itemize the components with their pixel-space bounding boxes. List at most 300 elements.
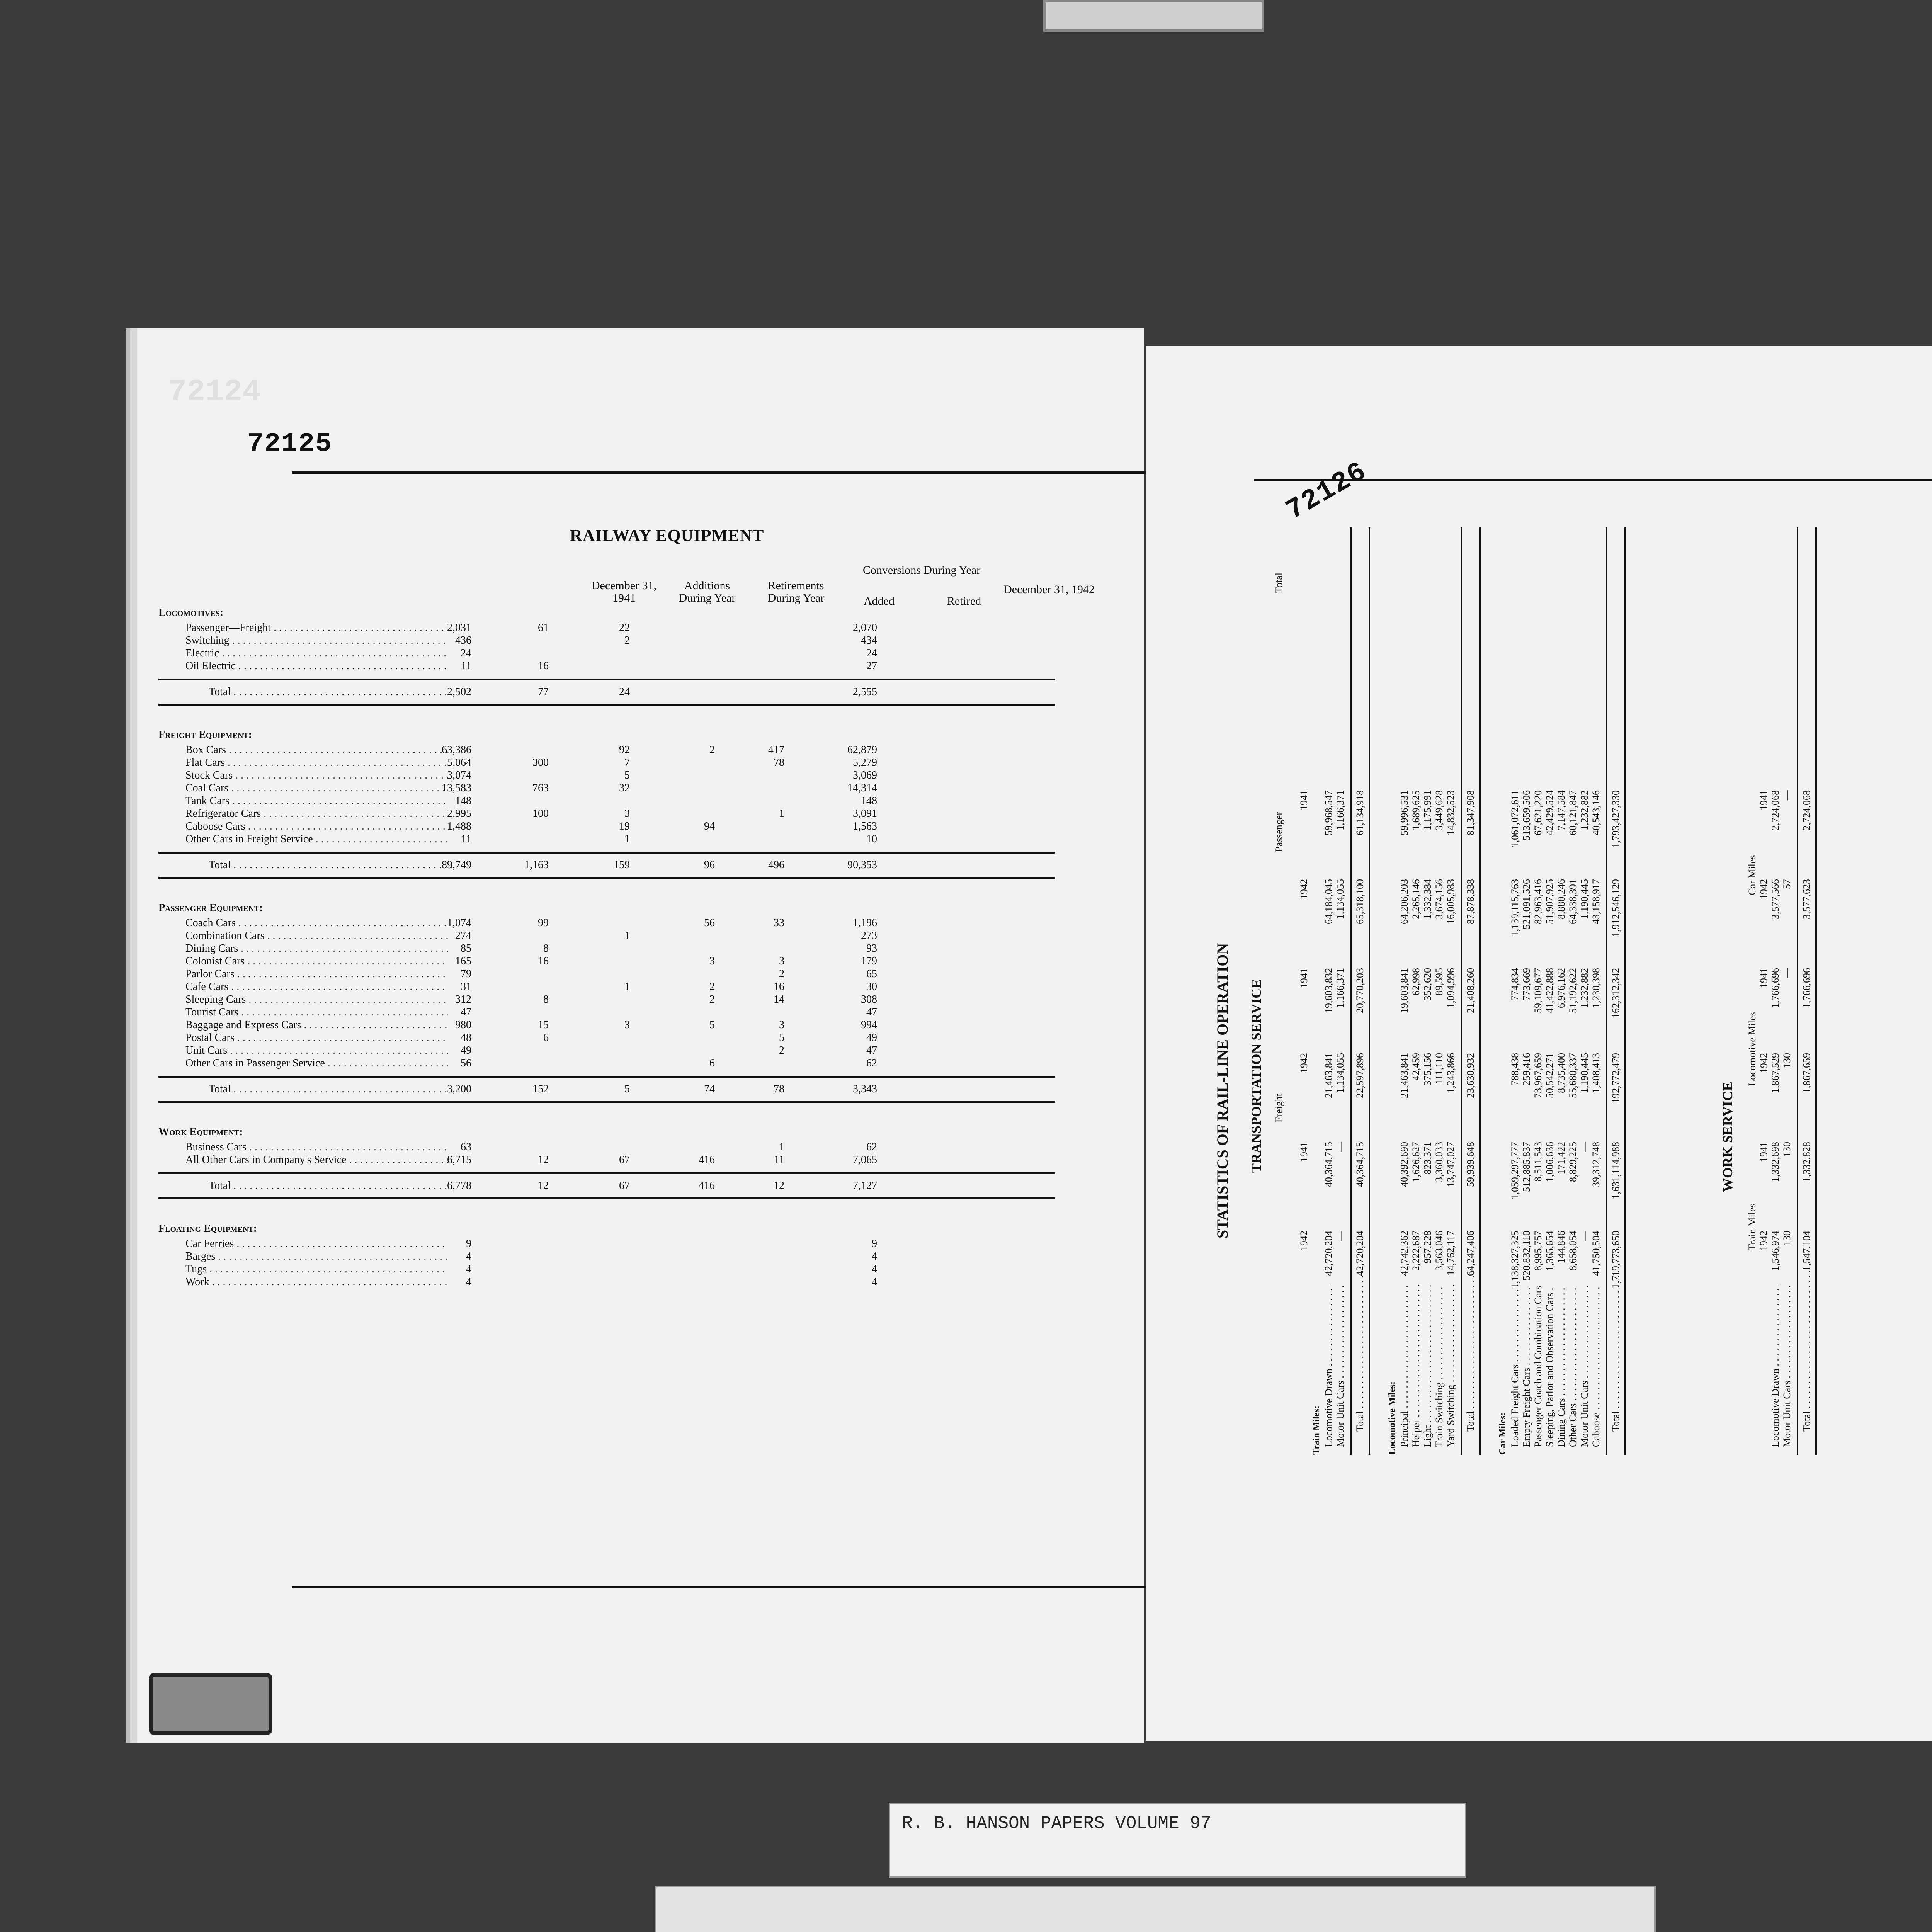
cell-value: 2 (779, 968, 784, 980)
ghost-page-number: 72124 (168, 375, 261, 410)
cell-value: 4 (872, 1276, 877, 1288)
row-label: Unit Cars . . . (185, 1044, 448, 1057)
row-label: Barges . . . (185, 1250, 448, 1263)
train-miles-total (1350, 527, 1370, 1455)
cell-value: 19,603,841 (1399, 968, 1410, 1013)
cell-value: 30 (866, 981, 877, 993)
cell-value: 33 (774, 917, 784, 929)
spacer (1817, 527, 1832, 1455)
total-label: Total . . . (1352, 1269, 1369, 1432)
col-header-conversions: Conversions During Year (862, 564, 981, 577)
col-header-retired: Retired (947, 595, 981, 607)
total-value: 67 (619, 1180, 630, 1192)
year-header-row (1298, 527, 1310, 1455)
cell-value: 43,158,917 (1590, 879, 1602, 924)
cell-value: 32 (619, 782, 630, 794)
cell-value: 3,360,033 (1434, 1142, 1445, 1182)
cell-value: 40,364,715 (1323, 1142, 1334, 1187)
cell-value: 67,621,220 (1532, 790, 1544, 835)
cell-value: 1 (779, 808, 784, 820)
table-row (158, 634, 1055, 647)
cell-value: 79 (461, 968, 471, 980)
section-heading: Work Equipment: (158, 1126, 243, 1138)
cell-value: 1,006,636 (1544, 1142, 1555, 1182)
locomotive-miles-row (1422, 527, 1434, 1455)
page-title-left: RAILWAY EQUIPMENT (570, 526, 764, 545)
cell-value: 148 (861, 795, 877, 807)
cell-value: 11 (461, 660, 471, 672)
row-label: Sleeping, Parlor and Observation Cars . . . (1544, 1285, 1556, 1447)
cell-value: 1 (624, 981, 630, 993)
row-label: Switching . . . (185, 634, 448, 647)
cell-value: 62,998 (1410, 968, 1422, 996)
cell-value: 2,724,068 (1770, 790, 1781, 830)
cell-value: 8,995,757 (1532, 1231, 1544, 1271)
total-label: Total . . . (1798, 1269, 1815, 1432)
cell-value: 14 (774, 993, 784, 1005)
cell-value: 5 (624, 769, 630, 781)
cell-value: 64,338,391 (1567, 879, 1578, 924)
total-value: 6,778 (447, 1180, 471, 1192)
table-row (158, 807, 1055, 820)
cell-value: 16 (774, 981, 784, 993)
cell-value: 773,669 (1521, 968, 1532, 1001)
row-label: Passenger Coach and Combination Cars . . . (1532, 1285, 1544, 1447)
total-value: 1,867,659 (1801, 1053, 1812, 1093)
cell-value: 2 (779, 1044, 784, 1056)
row-label: Parlor Cars . . . (185, 968, 448, 980)
cell-value: 130 (1781, 1231, 1793, 1246)
total-value: 22,597,896 (1354, 1053, 1366, 1098)
cell-value: 2,070 (853, 622, 877, 634)
cell-value: 10 (866, 833, 877, 845)
cell-value: 1,134,055 (1335, 879, 1346, 919)
table-row (158, 1019, 1055, 1031)
cell-value: 12 (538, 1154, 549, 1166)
cell-value: 94 (704, 820, 715, 832)
year-header: 1941 (1758, 1142, 1769, 1162)
work-service-title: WORK SERVICE (1720, 1082, 1735, 1192)
total-value: 59,939,648 (1465, 1142, 1476, 1187)
total-value: 2,555 (853, 686, 877, 698)
cell-value: 99 (538, 917, 549, 929)
total-label: Total . . . (1462, 1269, 1479, 1432)
cell-value: 259,416 (1521, 1053, 1532, 1086)
cell-value: 1,626,627 (1410, 1142, 1422, 1182)
total-value: 77 (538, 686, 549, 698)
cell-value: 1,365,654 (1544, 1231, 1555, 1271)
cell-value: 47 (866, 1006, 877, 1018)
cell-value: 513,659,506 (1521, 790, 1532, 840)
table-row (158, 980, 1055, 993)
row-label: Locomotive Drawn . . . (1323, 1285, 1335, 1447)
row-label: Other Cars in Freight Service . . . (185, 833, 448, 845)
cell-value: 2 (624, 634, 630, 646)
work-service-table (1747, 527, 1832, 1455)
cell-value: 375,156 (1422, 1053, 1433, 1086)
cell-value: 42,429,524 (1544, 790, 1555, 835)
total-value: 159 (614, 859, 630, 871)
total-label: Total . . . (1607, 1269, 1624, 1432)
cell-value: 1,138,327,325 (1509, 1231, 1520, 1289)
car-miles-heading: Car Miles: (1498, 1412, 1508, 1455)
cell-value: 1,166,371 (1335, 790, 1346, 830)
cell-value: 41,422,888 (1544, 968, 1555, 1013)
year-header: 1942 (1758, 879, 1769, 899)
row-label: Loaded Freight Cars . . . (1509, 1285, 1521, 1447)
col-header-dec1942: December 31, 1942 (1003, 583, 1095, 596)
total-value: 7,127 (853, 1180, 877, 1192)
row-label: Sleeping Cars . . . (185, 993, 448, 1006)
table-row (158, 1153, 1055, 1166)
bottom-rule-left (292, 1586, 1184, 1588)
total-value: 1,912,546,129 (1610, 879, 1621, 937)
year-header: 1942 (1758, 1231, 1769, 1251)
cell-value: 1,546,974 (1770, 1231, 1781, 1271)
cell-value: 57 (1781, 879, 1793, 889)
cell-value: 1,061,072,611 (1509, 790, 1520, 848)
cell-value: 6 (709, 1057, 715, 1069)
equipment-section (158, 1126, 1055, 1199)
cell-value: 92 (619, 744, 630, 756)
cell-value: 63,386 (442, 744, 471, 756)
total-value: 87,878,338 (1465, 879, 1476, 924)
binder-clip-left (149, 1673, 272, 1735)
car-miles-total (1606, 527, 1626, 1455)
table-row (158, 1044, 1055, 1057)
cell-value: 41,750,504 (1590, 1231, 1602, 1276)
row-label: Empty Freight Cars . . . (1521, 1285, 1532, 1447)
row-label: Motor Unit Cars . . . (1335, 1285, 1346, 1447)
cell-value: 1,408,413 (1590, 1053, 1602, 1093)
cell-value: 7 (624, 757, 630, 769)
cell-value: 9 (872, 1238, 877, 1250)
transport-table (1298, 527, 1641, 1455)
row-label: Cafe Cars . . . (185, 980, 448, 993)
total-label: Total . . . (209, 1174, 471, 1197)
table-row (158, 1006, 1055, 1019)
row-label: Train Switching . . . (1434, 1285, 1445, 1447)
work-group-head: Locomotive Miles (1747, 1012, 1758, 1086)
table-row (158, 794, 1055, 807)
car-miles-row (1556, 527, 1567, 1455)
cell-value: 4 (872, 1263, 877, 1275)
total-value: 81,347,908 (1465, 790, 1476, 835)
cell-value: 520,832,110 (1521, 1231, 1532, 1281)
cell-value: 3,074 (447, 769, 471, 781)
cell-value: 1 (624, 833, 630, 845)
row-label: Yard Switching . . . (1445, 1285, 1457, 1447)
total-value: 23,630,932 (1465, 1053, 1476, 1098)
cell-value: 60,121,847 (1567, 790, 1578, 835)
equipment-section (158, 902, 1055, 1103)
table-row (158, 955, 1055, 968)
cell-value: 31 (461, 981, 471, 993)
train-miles-row (1323, 527, 1335, 1455)
cell-value: 59,109,677 (1532, 968, 1544, 1013)
row-label: Stock Cars . . . (185, 769, 448, 782)
row-label: Tugs . . . (185, 1263, 448, 1276)
cell-value: 1,243,866 (1445, 1053, 1456, 1093)
cell-value: 42,720,204 (1323, 1231, 1334, 1276)
cell-value: 61 (538, 622, 549, 634)
cell-value: 5 (709, 1019, 715, 1031)
cell-value: 82,963,416 (1532, 879, 1544, 924)
total-value: 1,332,828 (1801, 1142, 1812, 1182)
row-label: Caboose . . . (1590, 1285, 1602, 1447)
cell-value: 1,332,384 (1422, 879, 1433, 919)
transport-subtitle: TRANSPORTATION SERVICE (1248, 979, 1264, 1173)
group-head-total: Total (1273, 572, 1284, 593)
equipment-section (158, 729, 1055, 879)
cell-value: 40,392,690 (1399, 1142, 1410, 1187)
locomotive-miles-row (1399, 527, 1410, 1455)
cell-value: 4 (466, 1263, 471, 1275)
row-label: Baggage and Express Cars . . . (185, 1019, 448, 1031)
cell-value: 59,968,547 (1323, 790, 1334, 835)
year-header: 1941 (1298, 1142, 1310, 1162)
cell-value: 11 (774, 1154, 784, 1166)
cell-value: 100 (532, 808, 549, 820)
cell-value: 4 (466, 1250, 471, 1262)
year-header: 1942 (1758, 1053, 1769, 1073)
table-row (158, 968, 1055, 980)
total-value: 65,318,100 (1354, 879, 1366, 924)
cell-value: 763 (532, 782, 549, 794)
table-row (158, 782, 1055, 794)
total-value: 20,770,203 (1354, 968, 1366, 1013)
cell-value: 3,091 (853, 808, 877, 820)
row-label: Light . . . (1422, 1285, 1434, 1447)
train-miles-heading: Train Miles: (1311, 1406, 1321, 1455)
cell-value: 8,658,054 (1567, 1231, 1578, 1271)
cell-value: 89,595 (1434, 968, 1445, 996)
car-miles-row (1590, 527, 1602, 1455)
total-value: 1,793,427,330 (1610, 790, 1621, 848)
cell-value: 24 (866, 647, 877, 659)
car-miles-row (1509, 527, 1521, 1455)
table-row (158, 942, 1055, 955)
cell-value: 5,279 (853, 757, 877, 769)
total-row (158, 852, 1055, 879)
year-header: 1942 (1298, 879, 1310, 899)
cell-value: 957,228 (1422, 1231, 1433, 1264)
cell-value: 14,762,117 (1445, 1231, 1456, 1276)
equipment-table (158, 607, 1055, 1311)
col-header-dec1941: December 31, 1941 (591, 579, 657, 604)
cell-value: 64,206,203 (1399, 879, 1410, 924)
total-value: 21,408,260 (1465, 968, 1476, 1013)
total-value: 42,720,204 (1354, 1231, 1366, 1276)
row-label: Business Cars . . . (185, 1141, 448, 1153)
row-label: Work . . . (185, 1276, 448, 1288)
table-row (158, 647, 1055, 660)
section-heading: Passenger Equipment: (158, 902, 263, 914)
cell-value: 9 (466, 1238, 471, 1250)
year-header: 1941 (1758, 790, 1769, 810)
cell-value: 148 (455, 795, 471, 807)
total-value: 74 (704, 1083, 715, 1095)
row-label: Car Ferries . . . (185, 1237, 448, 1250)
cell-value: 67 (619, 1154, 630, 1166)
cell-value: 8,880,246 (1556, 879, 1567, 919)
cell-value: 3 (624, 808, 630, 820)
cell-value: 13,583 (442, 782, 471, 794)
cell-value: 994 (861, 1019, 877, 1031)
cell-value: 21,463,841 (1323, 1053, 1334, 1098)
cell-value: 16,005,983 (1445, 879, 1456, 924)
cell-value: 51,192,622 (1567, 968, 1578, 1013)
locomotive-miles-row (1445, 527, 1457, 1455)
cell-value: 64,184,045 (1323, 879, 1334, 924)
total-value: 64,247,406 (1465, 1231, 1476, 1276)
car-miles-row (1544, 527, 1556, 1455)
stats-title: STATISTICS OF RAIL-LINE OPERATION (1214, 943, 1231, 1238)
cell-value: 47 (866, 1044, 877, 1056)
cell-value: 5,064 (447, 757, 471, 769)
cell-value: 1,563 (853, 820, 877, 832)
year-header: 1941 (1298, 790, 1310, 810)
year-header: 1941 (1758, 968, 1769, 988)
row-label: Box Cars . . . (185, 743, 448, 756)
work-group-head: Train Miles (1747, 1203, 1758, 1250)
section-heading: Locomotives: (158, 607, 224, 619)
cell-value: 22 (619, 622, 630, 634)
cell-value: 1,190,445 (1579, 1053, 1590, 1093)
cell-value: 62 (866, 1141, 877, 1153)
total-value: 1,766,696 (1801, 968, 1812, 1008)
cell-value: 8,511,543 (1532, 1142, 1544, 1182)
cell-value: 3 (624, 1019, 630, 1031)
cell-value: 1,139,115,763 (1509, 879, 1520, 937)
cell-value: 1,074 (447, 917, 471, 929)
cell-value: 312 (455, 993, 471, 1005)
row-label: Helper . . . (1410, 1285, 1422, 1447)
cell-value: 171,422 (1556, 1142, 1567, 1175)
cell-value: 7,147,584 (1556, 790, 1567, 830)
cell-value: 8 (543, 942, 549, 954)
cell-value: 50,542,271 (1544, 1053, 1555, 1098)
total-value: 1,547,104 (1801, 1231, 1812, 1271)
cell-value: 3,449,628 (1434, 790, 1445, 830)
cell-value: 49 (461, 1044, 471, 1056)
table-row (158, 1276, 1055, 1288)
cell-value: 14,314 (847, 782, 877, 794)
row-label: Coal Cars . . . (185, 782, 448, 794)
total-value: 3,343 (853, 1083, 877, 1095)
total-value: 1,163 (524, 859, 549, 871)
table-row (158, 756, 1055, 769)
work-service-row (1781, 527, 1793, 1455)
locomotive-miles-row (1410, 527, 1422, 1455)
cell-value: 1,867,529 (1770, 1053, 1781, 1093)
table-row (158, 660, 1055, 672)
cell-value: 8,735,400 (1556, 1053, 1567, 1093)
page-stamp-right: 72126 (1281, 455, 1372, 527)
row-label: Passenger—Freight . . . (185, 621, 448, 634)
cell-value: 4 (872, 1250, 877, 1262)
locomotive-miles-total (1461, 527, 1481, 1455)
cell-value: 1,488 (447, 820, 471, 832)
total-value: 40,364,715 (1354, 1142, 1366, 1187)
total-value: 152 (532, 1083, 549, 1095)
cell-value: 11 (461, 833, 471, 845)
row-label: Oil Electric . . . (185, 660, 448, 672)
cell-value: 2,995 (447, 808, 471, 820)
cell-value: 774,834 (1509, 968, 1520, 1001)
total-value: 89,749 (442, 859, 471, 871)
equipment-section (158, 1223, 1055, 1288)
cell-value: 1 (624, 930, 630, 942)
spacer (1626, 527, 1641, 1455)
row-label: Motor Unit Cars . . . (1579, 1285, 1590, 1447)
cell-value: 1,059,297,777 (1509, 1142, 1520, 1200)
total-value: 416 (699, 1180, 715, 1192)
spacer (1481, 527, 1496, 1455)
total-value: 24 (619, 686, 630, 698)
row-label: Colonist Cars . . . (185, 955, 448, 968)
cell-value: — (1781, 790, 1793, 800)
row-label: Locomotive Drawn . . . (1770, 1285, 1781, 1447)
cell-value: 2 (709, 993, 715, 1005)
total-label: Total . . . (209, 1078, 471, 1101)
cell-value: 130 (1781, 1142, 1793, 1157)
row-label: Combination Cars . . . (185, 929, 448, 942)
table-row (158, 1237, 1055, 1250)
total-value: 1,719,773,650 (1610, 1231, 1621, 1289)
cell-value: 416 (699, 1154, 715, 1166)
cell-value: 8 (543, 993, 549, 1005)
cell-value: 63 (461, 1141, 471, 1153)
group-head-passenger: Passenger (1273, 812, 1284, 852)
cell-value: — (1579, 1231, 1590, 1241)
spacer (1370, 527, 1386, 1455)
year-header: 1942 (1298, 1231, 1310, 1251)
cell-value: 93 (866, 942, 877, 954)
total-row (158, 679, 1055, 706)
cell-value: 980 (455, 1019, 471, 1031)
row-label: All Other Cars in Company's Service . . . (185, 1153, 448, 1166)
cell-value: 73,967,659 (1532, 1053, 1544, 1098)
cell-value: 3,674,156 (1434, 879, 1445, 919)
volume-label: R. B. HANSON PAPERS VOLUME 97 (889, 1803, 1466, 1878)
cell-value: 51,907,925 (1544, 879, 1555, 924)
car-miles-row (1579, 527, 1590, 1455)
cell-value: 6 (543, 1032, 549, 1044)
car-miles-row (1532, 527, 1544, 1455)
total-value: 2,502 (447, 686, 471, 698)
col-header-added: Added (864, 595, 895, 607)
cell-value: 1,232,882 (1579, 790, 1590, 830)
cell-value: — (1579, 1142, 1590, 1152)
cell-value: 8,829,225 (1567, 1142, 1578, 1182)
work-group-head-row (1747, 527, 1758, 1455)
cell-value: 273 (861, 930, 877, 942)
cell-value: 56 (461, 1057, 471, 1069)
work-service-row (1770, 527, 1781, 1455)
film-tab (1043, 0, 1264, 32)
cell-value: 56 (704, 917, 715, 929)
cell-value: 165 (455, 955, 471, 967)
row-label: Electric . . . (185, 647, 448, 660)
row-label: Tank Cars . . . (185, 794, 448, 807)
cell-value: 274 (455, 930, 471, 942)
cell-value: 48 (461, 1032, 471, 1044)
cell-value: 2,265,146 (1410, 879, 1422, 919)
cell-value: 352,620 (1422, 968, 1433, 1001)
total-label: Total . . . (209, 854, 471, 877)
total-value: 78 (774, 1083, 784, 1095)
